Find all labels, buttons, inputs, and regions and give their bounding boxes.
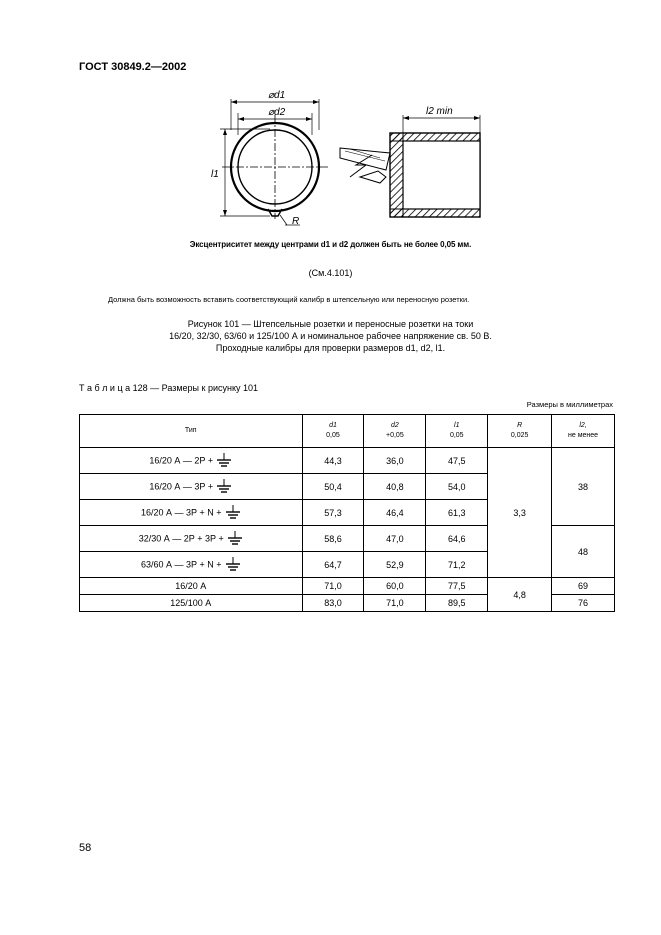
d1-cell: 71,0 [302, 578, 364, 595]
caption-line-3: Проходные калибры для проверки размеров d1, d2, l1. [215, 343, 446, 353]
d2-cell: 52,9 [364, 552, 426, 578]
ground-icon [216, 479, 232, 495]
figure-note: Эксцентриситет между центрами d1 и d2 должен быть не более 0,05 мм. [189, 240, 472, 249]
header-l2: l2, не менее [552, 415, 615, 448]
type-cell: 32/30 А — 2Р + 3Р + [80, 526, 303, 552]
caption-line-1: Рисунок 101 — Штепсельные розетки и переносные розетки на токи [187, 319, 474, 329]
d2-cell: 36,0 [364, 448, 426, 474]
table-units: Размеры в миллиметрах [526, 400, 613, 409]
l1-cell: 77,5 [426, 578, 488, 595]
header-type: Тип [80, 415, 303, 448]
l2-cell: 38 [552, 448, 615, 526]
d1-cell: 64,7 [302, 552, 364, 578]
type-cell: 16/20 А — 3Р + [80, 474, 303, 500]
d1-cell: 83,0 [302, 595, 364, 612]
document-header: ГОСТ 30849.2—2002 [79, 61, 187, 73]
d2-label: ⌀d2 [268, 107, 286, 118]
figure-reference: (См.4.101) [308, 268, 353, 278]
d2-cell: 60,0 [364, 578, 426, 595]
d1-cell: 44,3 [302, 448, 364, 474]
d2-cell: 47,0 [364, 526, 426, 552]
table-title: Т а б л и ц а 128 — Размеры к рисунку 101 [79, 383, 259, 393]
l1-cell: 54,0 [426, 474, 488, 500]
l1-cell: 71,2 [426, 552, 488, 578]
l1-cell: 64,6 [426, 526, 488, 552]
r-label: R [292, 216, 300, 227]
d1-label: ⌀d1 [268, 90, 286, 101]
ground-icon [227, 531, 243, 547]
d1-cell: 57,3 [302, 500, 364, 526]
header-r: R 0,025 [488, 415, 552, 448]
d2-cell: 40,8 [364, 474, 426, 500]
type-cell: 125/100 А [80, 595, 303, 612]
type-cell: 16/20 А — 2Р + [80, 448, 303, 474]
l2-cell: 48 [552, 526, 615, 578]
d1-cell: 50,4 [302, 474, 364, 500]
l2-cell: 69 [552, 578, 615, 595]
l2-label: l2 min [426, 106, 453, 117]
caption-line-2: 16/20, 32/30, 63/60 и 125/100 А и номинальное рабочее напряжение св. 50 В. [169, 331, 492, 341]
type-cell: 63/60 А — 3Р + N + [80, 552, 303, 578]
l1-label: l1 [211, 169, 219, 180]
l2-cell: 76 [552, 595, 615, 612]
l1-cell: 47,5 [426, 448, 488, 474]
table-row [80, 578, 615, 595]
ground-icon [216, 453, 232, 469]
header-d1: d1 0,05 [302, 415, 364, 448]
type-cell: 16/20 А [80, 578, 303, 595]
r-cell: 3,3 [488, 448, 552, 578]
ground-icon [225, 505, 241, 521]
d1-cell: 58,6 [302, 526, 364, 552]
figure-caption [0, 318, 661, 354]
d2-cell: 71,0 [364, 595, 426, 612]
ground-icon [225, 557, 241, 573]
header-l1: l1 0,05 [426, 415, 488, 448]
r-cell: 4,8 [488, 578, 552, 612]
insertion-note: Должна быть возможность вставить соответствующий калибр в штепсельную или переносную розетки. [108, 295, 470, 304]
dimensions-table [79, 414, 615, 612]
l1-cell: 61,3 [426, 500, 488, 526]
type-cell: 16/20 А — 3Р + N + [80, 500, 303, 526]
d2-cell: 46,4 [364, 500, 426, 526]
table-row [80, 448, 615, 474]
page-number: 58 [79, 842, 92, 854]
gauge-drawing [200, 85, 500, 235]
l1-cell: 89,5 [426, 595, 488, 612]
header-d2: d2 +0,05 [364, 415, 426, 448]
